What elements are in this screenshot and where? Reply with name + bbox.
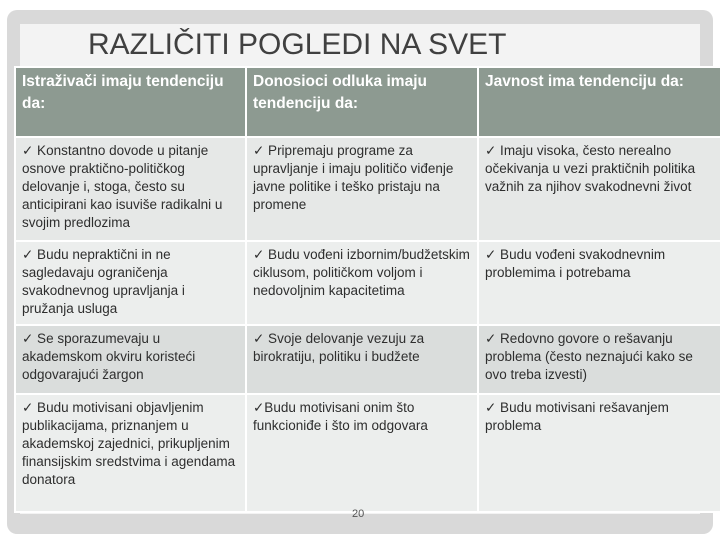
table-cell: ✓ Se sporazumevaju u akademskom okviru koristeći odgovarajući žargon: [15, 325, 246, 394]
table-cell: ✓ Imaju visoka, često nerealno očekivanja u vezi praktičnih politika važnih za njihov svakodnevni život: [478, 137, 720, 241]
table-header-row: [15, 67, 720, 137]
table-cell: ✓ Budu nepraktični in ne sagledavaju ograničenja svakodnevnog upravljanja i pružanja usluga: [15, 241, 246, 325]
page-number: 20: [352, 508, 365, 520]
table-cell: ✓ Svoje delovanje vezuju za birokratiju, politiku i budžete: [246, 325, 478, 394]
table-cell: ✓ Redovno govore o rešavanju problema (često neznajući kako se ovo treba izvesti): [478, 325, 720, 394]
table-cell: ✓ Budu vođeni svakodnevnim problemima i potrebama: [478, 241, 720, 325]
table-cell: ✓ Konstantno dovode u pitanje osnove praktično-političkog delovanje i, stoga, često su anticipirani kao isuviše radikalni u svojim predlozima: [15, 137, 246, 241]
comparison-table: [14, 66, 720, 513]
table-row: [15, 325, 720, 394]
table-cell: ✓ Budu motivisani objavljenim publikacijama, priznanjem u akademskoj zajednici, prikupljenim finansijskim sredstvima i agendama donatora: [15, 394, 246, 512]
table-cell: ✓ Pripremaju programe za upravljanje i imaju političo viđenje javne politike i teško pristaju na promene: [246, 137, 478, 241]
table-cell: ✓ Budu vođeni izbornim/budžetskim ciklusom, političkom voljom i nedovoljnim kapacitetima: [246, 241, 478, 325]
table-cell: ✓Budu motivisani onim što funkcioniđe i što im odgovara: [246, 394, 478, 512]
table-row: [15, 137, 720, 241]
table-row: [15, 241, 720, 325]
header-decision-makers: Donosioci odluka imaju tendenciju da:: [246, 67, 478, 137]
table-row: [15, 394, 720, 512]
header-researchers: Istraživači imaju tendenciju da:: [15, 67, 246, 137]
header-public: Javnost ima tendenciju da:: [478, 67, 720, 137]
slide-title: RAZLIČITI POGLEDI NA SVET: [88, 28, 507, 61]
table-cell: ✓ Budu motivisani rešavanjem problema: [478, 394, 720, 512]
